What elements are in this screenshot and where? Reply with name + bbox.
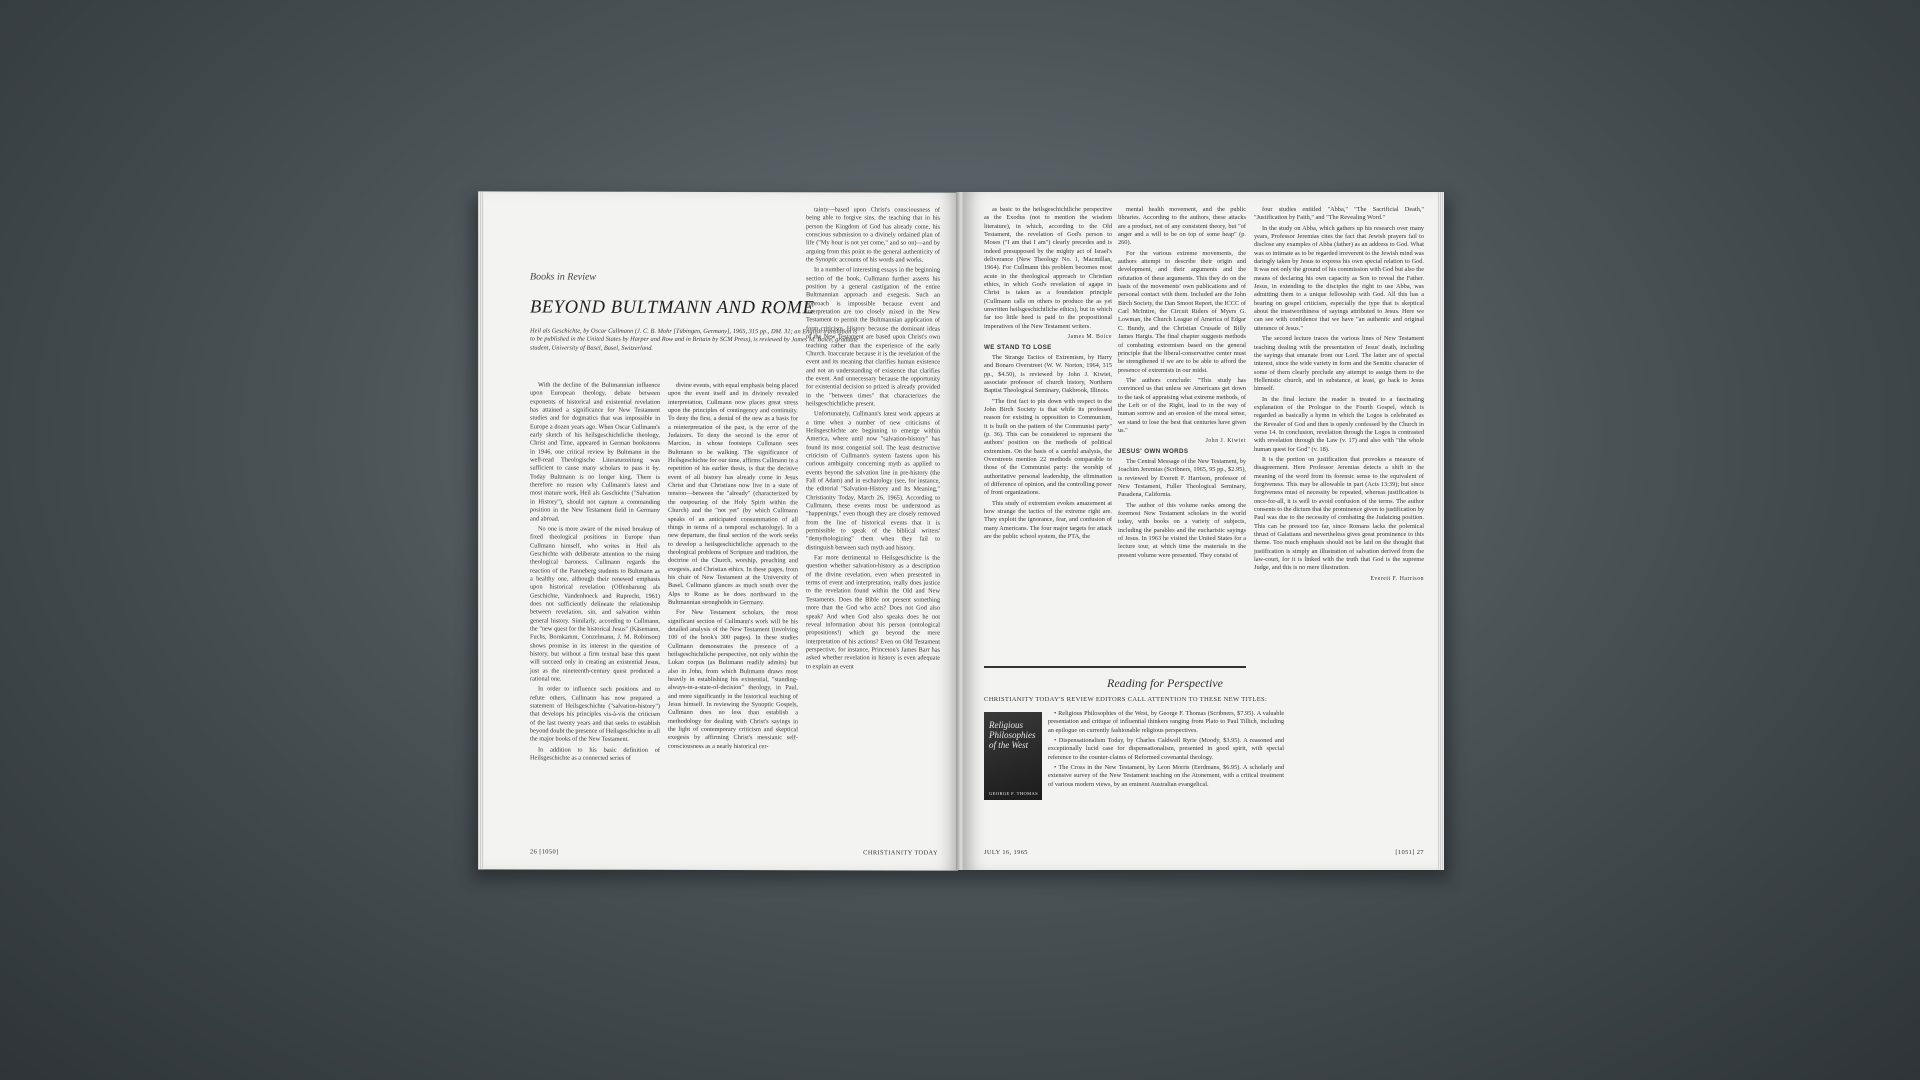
paragraph: Unfortunately, Cullmann's latest work appears at a time when a number of new criticisms of Heilsgeschichte are beginning to emerge within America, where until now "salvation-history" has found its most congenial soil. The least destructive criticism of Cullmann's system fastens upon his curious ambiguity concerning myth as applied to events beyond the salvation line in pre-history (the Fall of Adam) and in eschatology (see, for instance, the editorial "Salvation-History and Its Meaning," Christianity Today, March 26, 1965). According to Cullmann, these events must be understood as "happenings," even though they are closely removed from the line of historical events that it is permissible to speak of the biblical writers' "demythologizing" them when they fail to distinguish between such myth and history. xyxy=(806,410,940,552)
list-item: • Dispensationalism Today, by Charles Caldwell Ryrie (Moody, $3.95). A reasoned and exceptionally lucid case for dispensationalism, presented in good spirit, with special reference to the counter-claims of Reformed covenantal theology. xyxy=(1048,737,1284,761)
paragraph: mental health movement, and the public libraries. According to the authors, these attacks are a product, not of any consistent theory, but "of anger and a will to be on top of some heap" (p. 260). xyxy=(1118,206,1246,247)
magazine-spread xyxy=(478,192,1444,870)
paragraph: For the various extreme movements, the authors attempt to describe their origin and development, and their arguments and the refutation of these arguments. This they do on the basis of the movements' own publications and of personal contact with them. Included are the John Birch Society, the Dan Smoot Report, the ICCC of Carl McIntire, the Circuit Riders of Myers G. Lowman, the Church League of America of Edgar C. Bundy, and the Christian Crusade of Billy James Hargis. The final chapter suggests methods of combating extremism based on the general principle that the liberal-conservative center must be strengthened if we are to be able to afford the presence of extremists in our midst. xyxy=(1118,249,1246,374)
review-subhead: JESUS' OWN WORDS xyxy=(1118,447,1189,455)
reviewer-signature: Everett F. Harrison xyxy=(1370,575,1424,582)
paragraph: No one is more aware of the mixed breakup of fixed theological positions in Europe than Cullmann himself, who writes in Heil als Geschichte with deliberate attention to the rising theological baroness. Cullmann regards the reaction of the Panneberg students to Bultmann as a healthy one, although their renewed emphasis upon historical revelation (Offenbarung als Geschichte, Vandenhoeck and Ruprecht, 1961) does not sufficiently delineate the relationship between revelation, sin, and salvation within general history. Similarly, according to Cullmann, the "new quest for the historical Jesus" (Käsemann, Fuchs, Bornkamm, Conzelmann, J. M. Robinson) shows promise in its interest in the question of history, but without a firm textual base this quest will succeed only in creating an existential Jesus, just as the nineteenth-century quest produced a rational one. xyxy=(530,525,660,683)
folio-page-number: 26 [1050] xyxy=(530,848,559,856)
book-cover-author: GEORGE F. THOMAS xyxy=(989,791,1039,796)
book-cover-image xyxy=(984,712,1042,800)
paragraph: The Strange Tactics of Extremism, by Harry and Bonaro Overstreet (W. W. Norton, 1964, 315 pp., $4.50), is reviewed by John J. Kiwiet, associate professor of church history, Northern Baptist Theological Seminary, Oakbrook, Illinois. xyxy=(984,353,1112,395)
list-item: • The Cross in the New Testament, by Leon Morris (Eerdmans, $6.95). A scholarly and extensive survey of the New Testament teaching on the Atonement, with a critical treatment of various modern views, by an eminent Australian evangelical. xyxy=(1048,764,1284,788)
right-page xyxy=(964,192,1444,870)
paragraph: as basic to the heilsgeschichtliche perspective as the Exodus (not to mention the wisdom literature), in which, according to the Old Testament, the revelation of God's person to Moses ("I am that I am") clearly precedes and is indeed presupposed by the mighty act of Israel's deliverance (New Theology No. 1, Macmillan, 1964). For Cullmann this problem becomes most acute in the theological approach to Christian ethics, in which God's revelation of agape in Christ is taken as a foundation principle (Cullmann calls on others to produce the as yet unwritten heilsgeschichtliche ethics), but in which far too little heed is paid to the propositional imperatives of the New Testament writers. xyxy=(984,206,1112,330)
review-byline: Heil als Geschichte, by Oscar Cullmann (J. C. B. Mohr [Tübingen, Germany], 1965, 315 pp., DM. 31; an English translation is to be published in the United States by Harper and Row and in Britain by SCM Press), is reviewed by James M. Boice, graduate student, University of Basel, Basel, Switzerland. xyxy=(530,327,859,352)
right-column-1 xyxy=(984,206,1112,543)
left-column-1 xyxy=(530,382,660,766)
paragraph: In a number of interesting essays in the beginning section of the book, Cullmann further asserts his position by a general castigation of the entire Bultmannian approach and exegesis. Such an approach is impossible because event and interpretation are too closely mixed in the New Testament to permit the Bultmannian application of form criticism. History because the dominant ideas of the New Testament are based upon Christ's own teaching rather than the experience of the early Church. Inaccurate because it is the revelation of the event and its meaning that clarifies human existence and not an understanding of existence that clarifies the event. And unnecessary because the opportunity for existential decision so prized is already provided in the "between times" that characterizes the heilsgeschichtliche present. xyxy=(806,266,940,408)
paragraph: In addition to his basic definition of Heilsgeschichte as a connected series of xyxy=(530,746,660,762)
section-kicker: Books in Review xyxy=(530,271,597,283)
paragraph: In the final lecture the reader is treated to a fascinating explanation of the Prologue to the Fourth Gospel, which is regarded as basically a hymn in which the Logos is celebrated as the Revealer of God and then is openly confessed by the Church in verse 14. In conclusion, revelation through the Logos is contrasted with revelation through the Law (v. 17) and also with "the whole human quest for God" (v. 18). xyxy=(1254,395,1424,453)
list-item: • Religious Philosophies of the West, by George F. Thomas (Scribners, $7.95). A valuable presentation and critique of influential thinkers ranging from Plato to Paul Tillich, including an epilogue on currently fashionable religious perspectives. xyxy=(1048,710,1284,734)
left-page xyxy=(478,191,958,870)
right-column-3 xyxy=(1254,206,1424,585)
paragraph: In order to influence such positions and to refute others, Cullmann has now prepared a statement of Heilsgeschichte ("salvation-history") that develops his principles vis-à-vis the criticism of the last twenty years and that seeks to establish beyond doubt the presence of Heilsgeschichte in all the major books of the New Testament. xyxy=(530,685,660,744)
paragraph: In the study on Abba, which gathers up his research over many years, Professor Jeremias cites the fact that Jewish prayers fail to disclose any examples of Abba (father) as an address to God. What was so intimate as to be regarded irreverent to the Jewish mind was daringly taken by Jesus to express his own special relation to God. It was not only the ground of his commission with God but also the means of declaring his own capacity as Son to reveal the Father. Jesus, in extending to the disciples the right to use Abba, was admitting them to a unique fellowship with God. All this has a bearing on gospel criticism, especially the type that is skeptical about the trustworthiness of sayings attributed to Jesus. Here we can see with confidence that we have "an authentic and original utterance of Jesus." xyxy=(1254,224,1424,332)
article-headline: BEYOND BULTMANN AND ROME xyxy=(530,297,815,319)
reading-for-perspective-intro: CHRISTIANITY TODAY'S REVIEW EDITORS CALL ATTENTION TO THESE NEW TITLES: xyxy=(984,696,1268,703)
paragraph: four studies entitled "Abba," "The Sacrificial Death," "Justification by Faith," and "The Revealing Word." xyxy=(1254,206,1424,222)
page-edge-right xyxy=(1438,192,1444,870)
left-column-2 xyxy=(668,382,798,753)
paragraph: It is the portion on justification that provokes a measure of disagreement. Here Professor Jeremias detects a shift in the meaning of the word from its forensic sense to the equivalent of forgiveness. This may be allowable in part (Acts 13:39); but since forgiveness must of necessity be repeated, whereas justification is once-for-all, it is well to avoid confusion of the terms. The author consents to the dictum that the prominence given to justification by Paul was due to the necessity of combating the Judaizing position. This can be pressed too far, since Romans lacks the polemical thrust of Galatians and nevertheless gives great prominence to this theme. Too much emphasis should not be laid on the thought that justification is simply an illustration of salvation derived from the law-court, for it is linked with the truth that God is the supreme Judge, and this is no mere illustration. xyxy=(1254,455,1424,572)
paragraph: tainty—based upon Christ's consciousness of being able to forgive sins, the teaching that in his person the Kingdom of God has already come, his conscious submission to a divinely ordained plan of life ("My hour is not yet come," and so on)—and by arguing from this point to the general authenticity of the Synoptic accounts of his words and works. xyxy=(806,206,940,264)
folio-date: JULY 16, 1965 xyxy=(984,849,1028,856)
reviewer-signature: James M. Boice xyxy=(1067,334,1112,341)
reading-for-perspective-title: Reading for Perspective xyxy=(1107,676,1223,690)
paragraph: The second lecture traces the various lines of New Testament teaching dealing with the presentation of Jesus' death, including the sayings that emanate from our Lord. The latter are of special interest, since the wide variety in form and the Semitic character of some of them clearly preclude any attempt to assign them to the Hellenistic church, and in substance, at least, go back to Jesus himself. xyxy=(1254,335,1424,393)
folio-page-number: [1051] 27 xyxy=(1395,849,1424,856)
reviewer-signature: John J. Kiwiet xyxy=(1205,438,1246,445)
paragraph: The Central Message of the New Testament, by Joachim Jeremias (Scribners, 1965, 95 pp., $2.95), is reviewed by Everett F. Harrison, professor of New Testament, Fuller Theological Seminary, Pasadena, California. xyxy=(1118,457,1246,499)
paragraph: The authors conclude: "This study has convinced us that unless we Americans get down to the task of appraising what extreme methods, of the Left or of the Right, lead to in the way of human sorrow and an erosion of the moral sense, we stand to lose the best that centuries have given us." xyxy=(1118,376,1246,434)
paragraph: divine events, with equal emphasis being placed upon the event itself and its divinely revealed interpretation, Cullmann now places great stress upon the principles of contingency and continuity. To deny the first, a denial of the new as a basis for a reinterpretation of the past, is the error of the Judaizers. To deny the second is the error of Marcion, in whose footsteps Cullmann sees Bultmann to be walking. The significance of Heilsgeschichte for our time, affirms Cullmann in a repetition of his earlier thesis, is that the decisive event of all history has already come in Jesus Christ and that Christians now live in a state of tension—between the "already" (characterized by the outpouring of the Holy Spirit within the Church) and the "not yet" (by which Cullmann speaks of an anticipated consummation of all things in terms of a temporal eschatology). In a new departure, the final section of the work seeks to develop a heilsgeschichtliche approach to the theological problems of Scripture and tradition, the doctrine of the Church, worship, preaching and exegesis, and Christian ethics. In these pages, from his chair of New Testament at the University of Basel, Cullmann glances as much south over the Alps to Rome as he does northward to the Bultmannian strongholds in Germany. xyxy=(668,381,798,607)
paragraph: Far more detrimental to Heilsgeschichte is the question whether salvation-history as a description of the divine revelation, even when presented in terms of event and interpretation, really does justice to the revelation found within the Old and New Testaments. Does the Bible not present something more than the God who acts? Does not God also speak? And when God also speaks does he not reveal information about his person (ontological propositions!) which go beyond the mere interpretation of his actions? Even on Old Testament perspective, for instance, Princeton's James Barr has asked whether revelation in history is even adequate to explain an event xyxy=(806,554,940,670)
paragraph: For New Testament scholars, the most significant section of Cullmann's work will be his detailed analysis of the New Testament (involving 100 of the book's 300 pages). In these studies Cullmann demonstrates the presence of a heilsgeschichtliche perspective, not only within the Lukan corpus (as Bultmann readily admits) but also in John, from which Bultmann draws most heavily in establishing his existential, "standing-always-in-a-state-of-decision" theology, in Paul, and more significantly in the historical teaching of Jesus himself. In reviewing the Synoptic Gospels, Cullmann does no less than establish a methodology for dealing with Christ's sayings in the light of contemporary criticism and skeptical exegesis by affirming Christ's messianic self-consciousness as a nearly historical cer- xyxy=(668,609,798,750)
right-column-2 xyxy=(1118,206,1246,562)
paragraph: With the decline of the Bultmannian influence upon European theology, debate between exponents of historical and existential revelation has attained a significance for New Testament studies and for dogmatics that was impossible in Europe a dozen years ago. When Oscar Cullmann's early sketch of his heilsgeschichtliche theology, Christ and Time, appeared in German bookstores in 1946, one critical review by Bultmann in the well-read Theologische Literaturzeitung was sufficient to cause many scholars to pass it by. Today Bultmann is no longer king. There is therefore no reason why Cullmann's latest and most mature work, Heil als Geschichte ("Salvation in History"), should not capture a commanding position in the New Testament field in Germany and abroad. xyxy=(530,381,660,523)
page-edge-left xyxy=(478,191,484,869)
paragraph: The author of this volume ranks among the foremost New Testament scholars in the world today, with books on a variety of subjects, including the parables and the eucharistic sayings of Jesus. In 1963 he visited the United States for a lecture tour, at which time the materials in the present volume were presented. They consist of xyxy=(1118,501,1246,559)
reading-for-perspective-list xyxy=(1048,710,1284,791)
section-rule xyxy=(984,666,1246,668)
folio-publication: CHRISTIANITY TODAY xyxy=(863,849,938,857)
review-subhead: WE STAND TO LOSE xyxy=(984,343,1052,351)
paragraph: "The first fact to pin down with respect to the John Birch Society is that while its professed reason for existing is opposition to Communism, it is built on the pattern of the Communist party" (p. 36). This can be considered to represent the authors' position on the methods of political extremism. On the basis of a careful analysis, the Overstreets mention 22 methods comparable to those of the Communist party: the worship of authoritative personal leadership, the elimination of difference of opinion, and the controlling power of front organizations. xyxy=(984,397,1112,497)
paragraph: This study of extremism evokes amazement at how strange the tactics of the extreme right are. They exploit the ignorance, fear, and confusion of many Americans. The four major targets for attack are the public school system, the PTA, the xyxy=(984,499,1112,541)
left-column-3 xyxy=(806,206,940,673)
book-cover-title: Religious Philosophies of the West xyxy=(989,720,1036,750)
